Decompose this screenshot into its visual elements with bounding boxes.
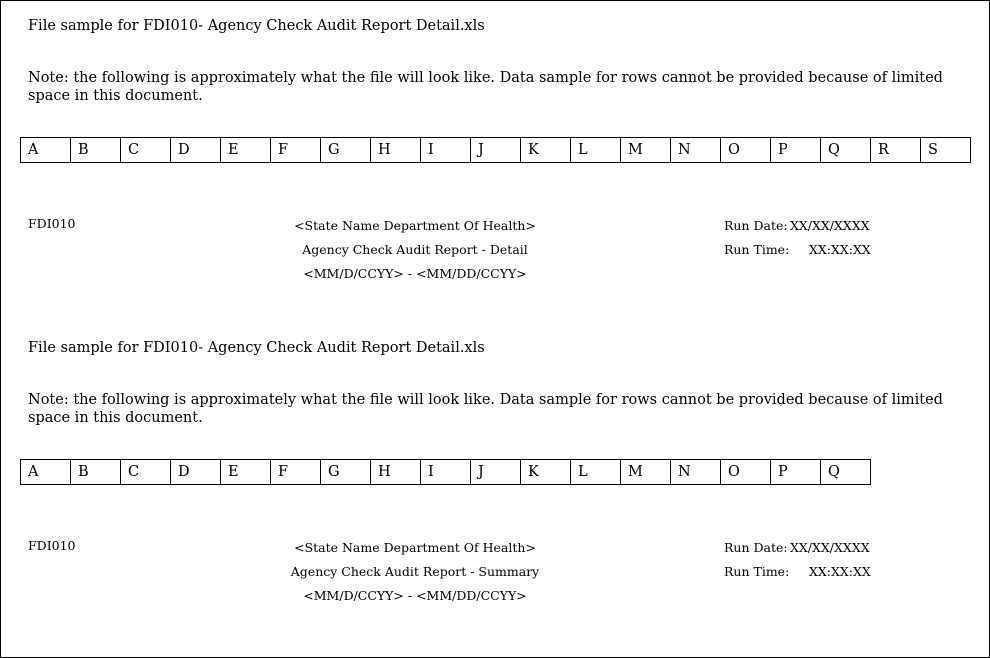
column-header-h: H	[371, 138, 421, 163]
agency-name: <State Name Department Of Health>	[294, 540, 536, 555]
column-header-d: D	[171, 460, 221, 485]
column-header-k: K	[521, 138, 571, 163]
column-header-j: J	[471, 460, 521, 485]
run-time-value: XX:XX:XX	[809, 242, 871, 257]
run-time-value: XX:XX:XX	[809, 564, 871, 579]
column-header-i: I	[421, 138, 471, 163]
run-info	[724, 214, 871, 262]
column-header-m: M	[621, 138, 671, 163]
date-range: <MM/D/CCYY> - <MM/DD/CCYY>	[303, 588, 527, 603]
column-header-p: P	[771, 138, 821, 163]
report-code: FDI010	[28, 216, 76, 231]
column-header-c: C	[121, 460, 171, 485]
column-header-g: G	[321, 460, 371, 485]
column-header-c: C	[121, 138, 171, 163]
column-header-row	[21, 460, 871, 485]
date-range: <MM/D/CCYY> - <MM/DD/CCYY>	[303, 266, 527, 281]
column-header-n: N	[671, 460, 721, 485]
column-header-a: A	[21, 460, 71, 485]
run-date-label: Run Date:	[724, 540, 788, 555]
column-header-q: Q	[821, 460, 871, 485]
column-header-b: B	[71, 138, 121, 163]
report-heading	[265, 214, 565, 286]
column-header-e: E	[221, 138, 271, 163]
file-title: File sample for FDI010- Agency Check Audit Report Detail.xls	[28, 18, 485, 34]
column-header-d: D	[171, 138, 221, 163]
column-header-p: P	[771, 460, 821, 485]
column-header-f: F	[271, 460, 321, 485]
run-time-label: Run Time:	[724, 564, 790, 579]
column-header-m: M	[621, 460, 671, 485]
column-header-e: E	[221, 460, 271, 485]
note-text: Note: the following is approximately what the file will look like. Data sample for rows cannot be provided because of limited space in this document.	[28, 70, 943, 104]
run-date-value: XX/XX/XXXX	[790, 540, 870, 555]
report-title: Agency Check Audit Report - Summary	[290, 564, 540, 579]
column-header-o: O	[721, 460, 771, 485]
column-header-r: R	[871, 138, 921, 163]
column-header-l: L	[571, 460, 621, 485]
column-header-i: I	[421, 460, 471, 485]
column-header-o: O	[721, 138, 771, 163]
column-header-table	[20, 137, 971, 163]
run-info	[724, 536, 871, 584]
column-header-l: L	[571, 138, 621, 163]
column-header-a: A	[21, 138, 71, 163]
column-header-k: K	[521, 460, 571, 485]
column-header-g: G	[321, 138, 371, 163]
file-title: File sample for FDI010- Agency Check Audit Report Detail.xls	[28, 340, 485, 356]
column-header-f: F	[271, 138, 321, 163]
report-heading	[265, 536, 565, 608]
note-text: Note: the following is approximately what the file will look like. Data sample for rows cannot be provided because of limited space in this document.	[28, 392, 943, 426]
column-header-q: Q	[821, 138, 871, 163]
column-header-table	[20, 459, 871, 485]
agency-name: <State Name Department Of Health>	[294, 218, 536, 233]
column-header-h: H	[371, 460, 421, 485]
run-date-value: XX/XX/XXXX	[790, 218, 870, 233]
column-header-b: B	[71, 460, 121, 485]
run-time-label: Run Time:	[724, 242, 790, 257]
report-title: Agency Check Audit Report - Detail	[302, 242, 528, 257]
column-header-row	[21, 138, 971, 163]
run-date-label: Run Date:	[724, 218, 788, 233]
column-header-j: J	[471, 138, 521, 163]
column-header-n: N	[671, 138, 721, 163]
report-code: FDI010	[28, 538, 76, 553]
column-header-s: S	[921, 138, 971, 163]
